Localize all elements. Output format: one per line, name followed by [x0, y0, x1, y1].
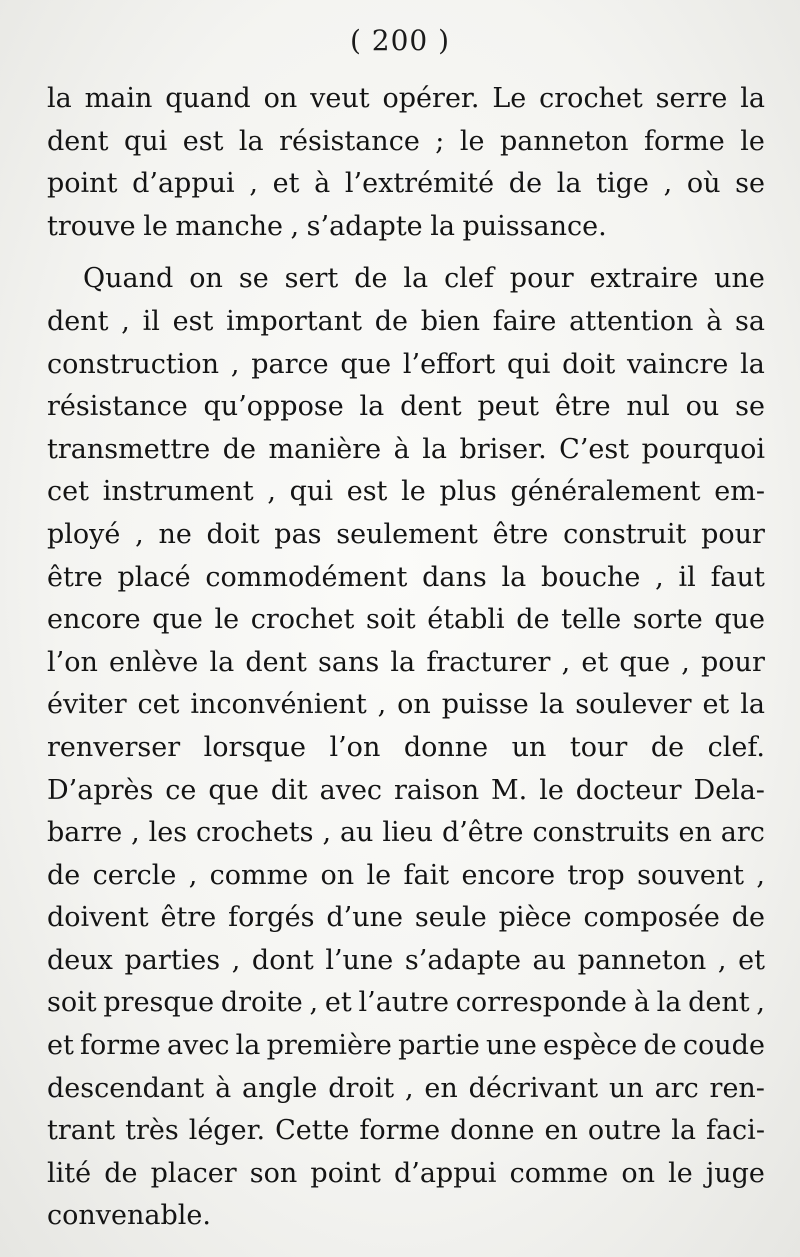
word: de — [650, 731, 685, 763]
word: point — [310, 1157, 381, 1189]
word: avec — [167, 1030, 230, 1062]
word: Dela- — [693, 774, 765, 806]
word: main — [84, 83, 153, 114]
word: être — [554, 391, 611, 423]
word: on — [263, 83, 298, 114]
word: dans — [422, 561, 487, 593]
text-line — [47, 770, 765, 813]
word: droite — [220, 987, 303, 1019]
word: l’une — [325, 944, 394, 976]
word: les — [148, 817, 188, 849]
word: pièce — [498, 902, 572, 934]
word: le — [401, 476, 426, 508]
word: , — [231, 944, 241, 976]
word: doit — [206, 518, 260, 550]
word: bouche — [540, 561, 641, 593]
word: arc — [654, 1072, 699, 1104]
word: attention — [569, 305, 694, 337]
text-line — [47, 1025, 765, 1068]
word: ce — [165, 774, 197, 806]
word: pas — [274, 518, 322, 550]
word: encore — [461, 859, 556, 891]
word: donne — [403, 731, 489, 763]
text-line — [47, 940, 765, 983]
word: lieu — [382, 817, 434, 849]
word: éviter — [47, 689, 127, 721]
word: l’effort — [402, 348, 496, 380]
word: , — [561, 646, 571, 678]
word: fait — [403, 859, 450, 891]
word: à — [314, 168, 331, 200]
word: de — [516, 604, 550, 636]
word: docteur — [575, 774, 682, 806]
text-line — [47, 386, 765, 429]
word: , — [377, 689, 387, 721]
word: et — [272, 168, 300, 200]
word: de — [222, 433, 257, 465]
word: être — [492, 518, 549, 550]
word: la — [501, 561, 527, 593]
word: une — [714, 263, 765, 295]
word: ployé — [47, 518, 121, 550]
word: le — [366, 859, 392, 891]
word: panneton — [577, 944, 707, 976]
word: telle — [561, 604, 622, 636]
word: , — [230, 348, 240, 380]
word: serre — [655, 83, 728, 114]
word: , — [717, 944, 727, 976]
word: on — [189, 263, 223, 295]
word: première — [266, 1030, 392, 1062]
word: dent — [688, 987, 750, 1019]
word: enlève — [109, 646, 199, 678]
word: l’extrémité — [344, 168, 495, 200]
word: vaincre — [626, 348, 729, 380]
text-line — [47, 429, 765, 472]
word: soit — [47, 987, 97, 1019]
word: , — [681, 646, 690, 678]
word: ou — [685, 391, 720, 423]
body-text — [47, 78, 765, 1238]
word: être — [160, 902, 217, 934]
word: est — [172, 305, 214, 337]
word: est — [346, 476, 388, 508]
word: en — [678, 817, 712, 849]
word: tige — [596, 168, 649, 200]
word: puissance. — [462, 210, 607, 242]
word: plus — [439, 476, 497, 508]
word: on — [621, 1157, 655, 1189]
word: de — [354, 263, 388, 295]
word: se — [735, 391, 765, 423]
word: peut — [477, 391, 539, 423]
word: , — [290, 210, 300, 242]
word: le — [143, 210, 168, 242]
word: sa — [735, 305, 765, 337]
text-line — [47, 206, 765, 249]
word: C’est — [559, 433, 630, 465]
word: forme — [80, 1030, 161, 1062]
word: la — [740, 689, 765, 721]
word: lité — [47, 1157, 92, 1189]
text-line — [47, 1110, 765, 1153]
word: une — [486, 1030, 537, 1062]
word: avec — [319, 774, 383, 806]
word: , — [663, 168, 673, 200]
word: la — [238, 125, 264, 157]
word: D’après — [47, 774, 154, 806]
word: parties — [124, 944, 221, 976]
text-line — [47, 812, 765, 855]
word: qu’oppose — [203, 391, 344, 423]
word: puisse — [441, 689, 529, 721]
word: souvent — [637, 859, 745, 891]
text-line — [47, 301, 765, 344]
page-number: ( 200 ) — [349, 24, 451, 57]
text-line — [47, 1068, 765, 1111]
word: généralement — [510, 476, 701, 508]
word: que — [619, 646, 671, 678]
text-line — [47, 855, 765, 898]
word: qui — [507, 348, 551, 380]
word: comme — [509, 1157, 609, 1189]
word: veut — [310, 83, 370, 114]
word: le — [214, 604, 240, 636]
word: bien — [420, 305, 481, 337]
word: en — [544, 1115, 578, 1147]
word: sert — [284, 263, 339, 295]
word: doit — [562, 348, 616, 380]
word: forgés — [228, 902, 315, 934]
word: on — [320, 859, 355, 891]
word: le — [459, 125, 485, 157]
word: point — [47, 168, 118, 200]
word: placé — [117, 561, 191, 593]
word: crochets — [196, 817, 314, 849]
word: la — [539, 689, 565, 721]
word: seulement — [336, 518, 478, 550]
word: angle — [242, 1072, 318, 1104]
word: se — [735, 168, 765, 200]
word: dont — [251, 944, 314, 976]
word: qui — [289, 476, 333, 508]
word: descendant — [47, 1072, 205, 1104]
word: juge — [705, 1157, 765, 1189]
text-line — [47, 163, 765, 206]
word: pour — [701, 646, 765, 678]
word: trouve — [47, 210, 136, 242]
word: que — [714, 604, 765, 636]
text-line — [47, 514, 765, 557]
word: composée — [583, 902, 720, 934]
word: encore — [47, 604, 141, 636]
word: on — [397, 689, 431, 721]
word: à — [633, 987, 650, 1019]
word: un — [511, 731, 547, 763]
word: être — [47, 561, 103, 593]
word: manière — [268, 433, 382, 465]
word: le — [668, 1157, 693, 1189]
word: forme — [359, 1115, 441, 1147]
word: forme — [644, 125, 725, 157]
text-line — [47, 897, 765, 940]
word: décrivant — [468, 1072, 599, 1104]
word: dent — [47, 125, 109, 157]
word: , — [756, 987, 765, 1019]
word: la — [403, 263, 429, 295]
word: en — [424, 1072, 458, 1104]
word: l’autre — [358, 987, 449, 1019]
text-line — [47, 982, 765, 1025]
word: espèce — [543, 1030, 638, 1062]
word: la — [359, 391, 385, 423]
word: , — [267, 476, 276, 508]
word: quand — [165, 83, 251, 114]
word: d’être — [441, 817, 524, 849]
word: s’adapte — [306, 210, 423, 242]
word: corresponde — [455, 987, 627, 1019]
word: convenable. — [47, 1200, 211, 1232]
text-line — [47, 684, 765, 727]
word: la — [422, 433, 447, 465]
word: la — [556, 168, 582, 200]
word: et — [738, 944, 765, 976]
word: à — [393, 433, 410, 465]
text-line — [47, 599, 765, 642]
word: droit — [328, 1072, 395, 1104]
word: il — [142, 305, 160, 337]
word: barre — [47, 817, 123, 849]
word: et — [47, 1030, 74, 1062]
word: qui — [123, 125, 168, 157]
word: résistance — [47, 391, 188, 423]
word: de — [47, 859, 81, 891]
word: cet — [47, 476, 89, 508]
word: faut — [710, 561, 765, 593]
word: établi — [427, 604, 505, 636]
word: parce — [251, 348, 329, 380]
word: partie — [398, 1030, 480, 1062]
word: , — [309, 987, 319, 1019]
paragraph-gap — [47, 248, 765, 258]
text-line — [47, 1153, 765, 1196]
word: ; — [435, 125, 445, 157]
word: M. — [491, 774, 528, 806]
word: renverser — [47, 731, 181, 763]
word: cercle — [92, 859, 177, 891]
word: , — [121, 305, 130, 337]
text-line — [47, 1195, 765, 1238]
word: inconvénient — [190, 689, 367, 721]
word: transmettre — [47, 433, 211, 465]
word: la — [430, 210, 455, 242]
word: sans — [318, 646, 380, 678]
text-line — [47, 121, 765, 164]
word: ren- — [709, 1072, 765, 1104]
word: outre — [587, 1115, 662, 1147]
word: dit — [270, 774, 308, 806]
word: deux — [47, 944, 113, 976]
word: la — [235, 1030, 261, 1062]
word: pour — [701, 518, 765, 550]
word: , — [322, 817, 332, 849]
word: Le — [492, 83, 527, 114]
word: commodément — [205, 561, 408, 593]
word: que — [208, 774, 259, 806]
text-line — [47, 78, 765, 121]
word: opérer. — [382, 83, 480, 114]
word: soit — [365, 604, 416, 636]
word: au — [339, 817, 374, 849]
word: très — [125, 1115, 179, 1147]
word: construits — [532, 817, 670, 849]
word: la — [740, 83, 765, 114]
word: sorte — [632, 604, 703, 636]
word: l’on — [47, 646, 98, 678]
word: le — [539, 774, 564, 806]
word: extraire — [589, 263, 699, 295]
text-line — [47, 727, 765, 770]
word: la — [209, 646, 235, 678]
word: dent — [47, 305, 109, 337]
word: presque — [103, 987, 215, 1019]
word: seule — [414, 902, 487, 934]
word: la — [740, 348, 765, 380]
word: , — [655, 561, 664, 593]
word: , — [188, 859, 198, 891]
word: son — [249, 1157, 298, 1189]
word: un — [608, 1072, 644, 1104]
word: dent — [400, 391, 462, 423]
word: la — [47, 83, 72, 114]
paragraph — [47, 78, 765, 248]
word: d’appui — [132, 168, 235, 200]
word: au — [532, 944, 567, 976]
word: le — [740, 125, 765, 157]
word: em- — [714, 476, 765, 508]
word: se — [238, 263, 269, 295]
word: panneton — [499, 125, 629, 157]
word: fracturer — [426, 646, 551, 678]
word: trop — [567, 859, 625, 891]
word: crochet — [539, 83, 643, 114]
text-line — [47, 471, 765, 514]
word: d’appui — [393, 1157, 497, 1189]
word: pourquoi — [641, 433, 765, 465]
word: de — [643, 1030, 677, 1062]
word: construction — [47, 348, 220, 380]
word: dent — [245, 646, 307, 678]
word: , — [404, 1072, 414, 1104]
word: clef. — [707, 731, 765, 763]
word: s’adapte — [404, 944, 521, 976]
word: clef — [444, 263, 494, 295]
word: de — [104, 1157, 138, 1189]
word: résistance — [279, 125, 420, 157]
word: soulever — [575, 689, 692, 721]
word: que — [152, 604, 203, 636]
word: et — [581, 646, 609, 678]
word: léger. — [188, 1115, 266, 1147]
word: où — [686, 168, 721, 200]
word: est — [182, 125, 224, 157]
word: donne — [450, 1115, 535, 1147]
word: cet — [137, 689, 180, 721]
paragraph — [47, 258, 765, 1238]
word: faci- — [705, 1115, 765, 1147]
word: important — [226, 305, 362, 337]
text-line — [47, 344, 765, 387]
word: Cette — [275, 1115, 350, 1147]
word: manche — [175, 210, 283, 242]
word: d’une — [326, 902, 403, 934]
word: raison — [393, 774, 480, 806]
word: et — [702, 689, 730, 721]
word: à — [215, 1072, 232, 1104]
word: nul — [626, 391, 670, 423]
word: , — [131, 817, 140, 849]
word: crochet — [250, 604, 355, 636]
text-line — [47, 642, 765, 685]
word: trant — [47, 1115, 116, 1147]
word: , — [249, 168, 258, 200]
word: à — [706, 305, 723, 337]
word: l’on — [329, 731, 381, 763]
word: , — [756, 859, 765, 891]
word: construit — [563, 518, 687, 550]
word: comme — [209, 859, 309, 891]
word: arc — [720, 817, 765, 849]
word: placer — [150, 1157, 237, 1189]
word: de — [374, 305, 408, 337]
word: la — [671, 1115, 696, 1147]
word: de — [508, 168, 543, 200]
text-line — [47, 557, 765, 600]
word: ne — [158, 518, 192, 550]
word: tour — [569, 731, 628, 763]
word: pour — [509, 263, 574, 295]
word: instrument — [102, 476, 254, 508]
word: il — [678, 561, 696, 593]
word: et — [324, 987, 352, 1019]
word: la — [656, 987, 682, 1019]
word: briser. — [459, 433, 547, 465]
word: que — [340, 348, 392, 380]
word: doivent — [47, 902, 149, 934]
word: la — [390, 646, 416, 678]
word: lorsque — [203, 731, 306, 763]
word: Quand — [83, 263, 174, 295]
word: , — [135, 518, 144, 550]
word: de — [731, 902, 765, 934]
text-line — [47, 258, 765, 301]
word: faire — [492, 305, 557, 337]
word: coude — [682, 1030, 765, 1062]
